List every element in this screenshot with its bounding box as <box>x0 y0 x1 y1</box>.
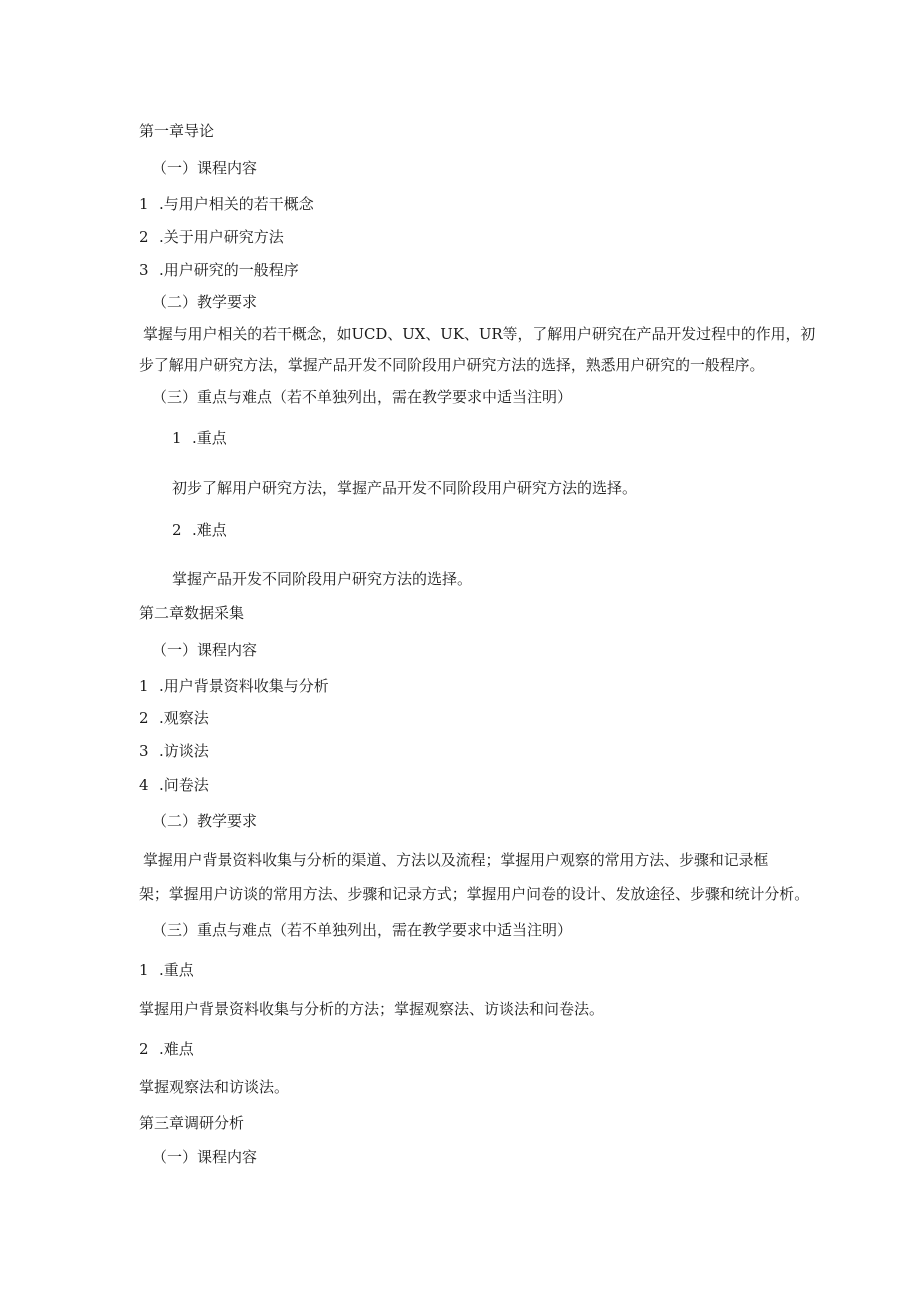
list-number: 1 <box>139 195 149 213</box>
list-number: 3 <box>139 742 149 760</box>
section-heading: （二）教学要求 <box>152 812 258 830</box>
sub-label: .重点 <box>159 961 194 979</box>
sub-label: .难点 <box>159 1040 194 1058</box>
paragraph-line: 掌握用户背景资料收集与分析的渠道、方法以及流程；掌握用户观察的常用方法、步骤和记录框 <box>143 851 769 869</box>
sub-heading <box>172 428 227 448</box>
list-item <box>139 775 209 795</box>
list-text: .问卷法 <box>159 776 209 794</box>
list-item <box>139 741 209 761</box>
sub-number: 2 <box>139 1040 149 1058</box>
list-text: .与用户相关的若干概念 <box>159 195 314 213</box>
list-item <box>139 708 209 728</box>
list-text: .用户研究的一般程序 <box>159 261 299 279</box>
section-heading: （三）重点与难点（若不单独列出，需在教学要求中适当注明） <box>152 388 573 406</box>
sub-number: 2 <box>172 521 182 539</box>
section-heading: （一）课程内容 <box>152 1148 258 1166</box>
paragraph-line: 步了解用户研究方法，掌握产品开发不同阶段用户研究方法的选择，熟悉用户研究的一般程序。 <box>139 356 765 374</box>
sub-label: .难点 <box>192 521 227 539</box>
sub-heading <box>139 1039 194 1059</box>
paragraph-line: 掌握产品开发不同阶段用户研究方法的选择。 <box>172 570 473 588</box>
chapter-title: 第二章数据采集 <box>139 604 245 622</box>
list-item <box>139 194 314 214</box>
list-number: 2 <box>139 228 149 246</box>
chapter-title: 第一章导论 <box>139 122 215 140</box>
section-heading: （二）教学要求 <box>152 293 258 311</box>
list-text: .观察法 <box>159 709 209 727</box>
list-number: 1 <box>139 677 149 695</box>
sub-heading <box>172 520 227 540</box>
list-text: .访谈法 <box>159 742 209 760</box>
list-number: 2 <box>139 709 149 727</box>
paragraph-line: 掌握用户背景资料收集与分析的方法；掌握观察法、访谈法和问卷法。 <box>139 1000 605 1018</box>
list-text: .关于用户研究方法 <box>159 228 284 246</box>
paragraph-line: 初步了解用户研究方法，掌握产品开发不同阶段用户研究方法的选择。 <box>172 479 638 497</box>
paragraph-line: 掌握观察法和访谈法。 <box>139 1078 290 1096</box>
list-text: .用户背景资料收集与分析 <box>159 677 329 695</box>
list-item <box>139 227 284 247</box>
list-number: 4 <box>139 776 149 794</box>
sub-label: .重点 <box>192 429 227 447</box>
paragraph-line: 掌握与用户相关的若干概念，如UCD、UX、UK、UR等，了解用户研究在产品开发过程中的作用，初 <box>143 325 816 343</box>
sub-number: 1 <box>139 961 149 979</box>
list-item <box>139 676 329 696</box>
sub-number: 1 <box>172 429 182 447</box>
section-heading: （一）课程内容 <box>152 159 258 177</box>
paragraph-line: 架；掌握用户访谈的常用方法、步骤和记录方式；掌握用户问卷的设计、发放途径、步骤和统计分析。 <box>139 885 810 903</box>
section-heading: （三）重点与难点（若不单独列出，需在教学要求中适当注明） <box>152 921 573 939</box>
list-number: 3 <box>139 261 149 279</box>
chapter-title: 第三章调研分析 <box>139 1114 245 1132</box>
sub-heading <box>139 960 194 980</box>
section-heading: （一）课程内容 <box>152 641 258 659</box>
list-item <box>139 260 299 280</box>
